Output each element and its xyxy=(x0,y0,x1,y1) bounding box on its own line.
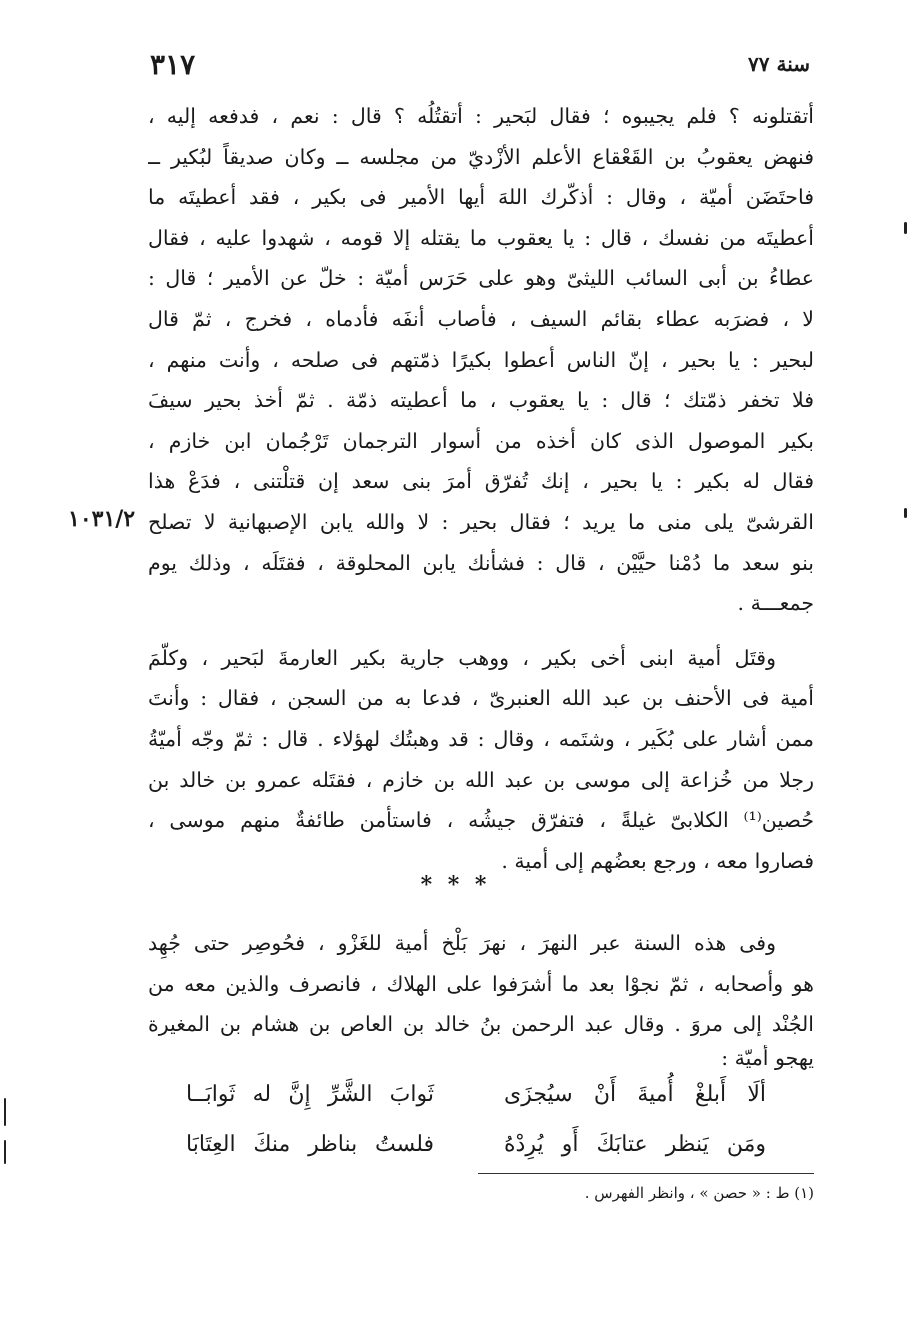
verse-line xyxy=(186,1132,766,1176)
text-line: حُصين⁽¹⁾ الكلابىّ غيلةً ، فتفرّق جيشُه ، فاستأمن طائفةٌ منهم موسى ، xyxy=(148,808,814,833)
text-line: وقتَل أمية ابنى أخى بكير ، ووهب جارية بكير العارمةَ لبَحير ، وكلّمَ xyxy=(148,645,776,670)
running-head: سنة ٧٧ xyxy=(748,52,810,76)
paragraph-3 xyxy=(148,923,814,1071)
paragraph-2 xyxy=(148,638,814,882)
scan-edge-mark xyxy=(904,222,907,234)
text-line: فاحتَضَن أميّة ، وقال : أذكّرك اللهَ أيها الأمير فى بكير ، فقد أعطيتَه ما xyxy=(148,185,814,210)
scan-edge-mark xyxy=(4,1098,6,1126)
text-line: بنو سعد ما دُمْنا حيَّيْن ، قال : فشأنك يابن المحلوقة ، فقتَلَه ، وذلك يوم xyxy=(148,550,814,575)
text-line: هو وأصحابه ، ثمّ نجوْا بعد ما أشرَفوا على الهلاك ، فانصرف والذين معه من xyxy=(148,971,814,996)
section-separator: * * * xyxy=(420,872,491,898)
page-header xyxy=(150,48,810,88)
verse-second-hemistich: فلستُ بناظر منكَ العِتَابَا xyxy=(186,1132,434,1157)
footnote-rule xyxy=(478,1173,814,1174)
verse-first-hemistich: ألَا أَبلغْ أُميةَ أَنْ سيُجزَى xyxy=(504,1082,766,1107)
margin-reference: ١٠٣١/٢ xyxy=(68,506,136,532)
text-line: أعطيتَه من نفسك ، قال : يا يعقوب ما يقتله إلا قومه ، شهدوا عليه ، فقال xyxy=(148,225,814,250)
text-line: لا ، فضرَبه عطاء بقائم السيف ، فأصاب أنفَه فأدماه ، فخرج ، ثمّ قال xyxy=(148,306,814,331)
text-line: أمية فى الأحنف بن عبد الله العنبرىّ ، فدعا به من السجن ، فقال : وأنتَ xyxy=(148,686,814,711)
text-line: ممن أشار على بُكَير ، وشتَمه ، وقال : قد وهبتُك لهؤلاء . قال : ثمّ وجّه أميّةُ xyxy=(148,726,814,751)
text-line: جمعـــة . xyxy=(737,591,814,616)
text-line: لبحير : يا بحير ، إنّ الناس أعطوا بكيرًا ذمّتهم فى صلحه ، وأنت منهم ، xyxy=(148,347,814,372)
verse-first-hemistich: ومَن يَنظر عتابَكَ أَو يُرِدْهُ xyxy=(504,1132,766,1157)
text-line: القرشىّ يلى منى ما يريد ؛ فقال بحير : لا والله يابن الإصبهانية لا تصلح xyxy=(148,509,814,534)
text-line: فلا تخفر ذمّتك ؛ قال : يا يعقوب ، ما أعطيته ذمّة . ثمّ أخذ بحير سيفَ xyxy=(148,388,814,413)
text-line: يهجو أميّة : xyxy=(721,1046,814,1071)
text-line: فصاروا معه ، ورجع بعضُهم إلى أمية . xyxy=(501,848,814,873)
text-line: فقال له بكير : يا بحير ، إنك تُفرّق أمرَ بنى سعد إن قتلْتنى ، فدَعْ هذا xyxy=(148,469,814,494)
paragraph-gap xyxy=(148,624,814,638)
verse-second-hemistich: ثَوابَ الشَّرِّ إِنَّ له ثَوابَــا xyxy=(186,1082,434,1107)
verse-line xyxy=(186,1082,766,1126)
text-line: وفى هذه السنة عبر النهرَ ، نهرَ بَلْخ أمية للغَزْو ، فحُوصِر حتى جُهِد xyxy=(148,931,776,956)
scan-edge-mark xyxy=(904,508,907,518)
text-line: رجلا من خُزاعة إلى موسى بن عبد الله بن خازم ، فقتَله عمرو بن خالد بن xyxy=(148,767,814,792)
text-line: عطاءُ بن أبى السائب الليثىّ وهو على حَرَس أميّة : خلّ عن الأمير ؛ قال : xyxy=(148,266,814,291)
page-number: ٣١٧ xyxy=(150,48,196,81)
scan-edge-mark xyxy=(4,1140,6,1164)
text-line: فنهض يعقوبُ بن القَعْقاع الأعلم الأزْديّ من مجلسه ــ وكان صديقاً لبُكير ــ xyxy=(148,144,814,169)
text-line: بكير الموصول الذى كان أخذه من أسوار الترجمان تَرْجُمان ابن خازم ، xyxy=(148,428,814,453)
text-line: الجُنْد إلى مروَ . وقال عبد الرحمن بنُ خالد بن العاص بن هشام بن المغيرة xyxy=(148,1012,814,1037)
text-line: أتقتلونه ؟ فلم يجيبوه ؛ فقال لبَحير : أتقتُلُه ؟ قال : نعم ، فدفعه إليه ، xyxy=(148,104,814,128)
main-text xyxy=(148,96,814,1071)
footnote: (١) ط : « حصن » ، وانظر الفهرس . xyxy=(584,1184,814,1202)
paragraph-1 xyxy=(148,96,814,624)
